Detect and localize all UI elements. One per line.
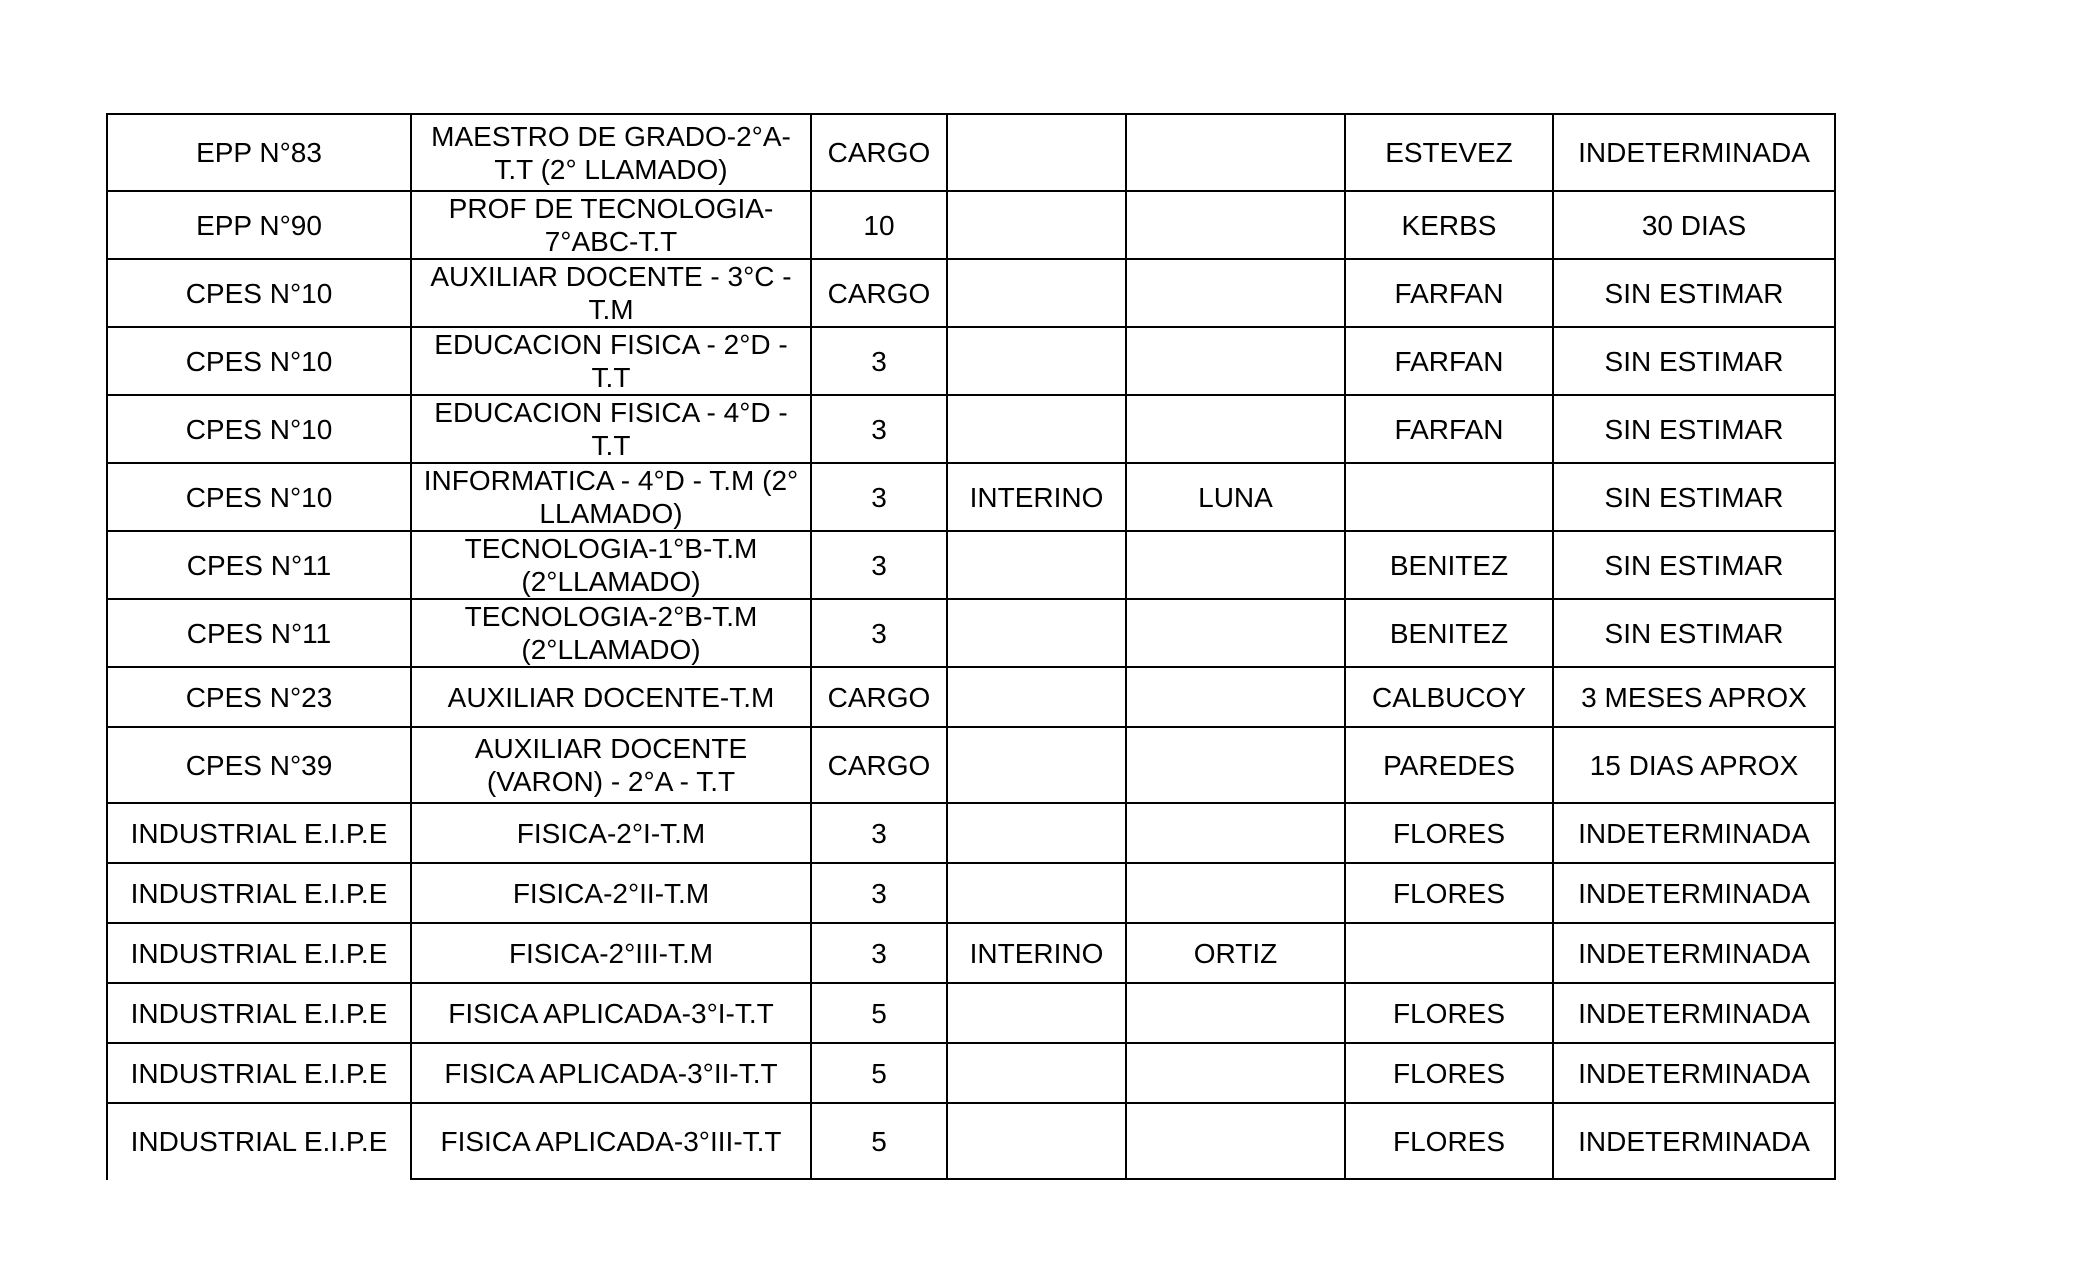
cell-position: AUXILIAR DOCENTE (VARON) - 2°A - T.T	[411, 727, 811, 803]
cell-substitute	[1126, 1103, 1345, 1179]
cell-school: INDUSTRIAL E.I.P.E	[107, 863, 411, 923]
cell-school: CPES N°11	[107, 531, 411, 599]
cell-position: FISICA-2°II-T.M	[411, 863, 811, 923]
cell-substitute	[1126, 983, 1345, 1043]
cell-duration: 3 MESES APROX	[1553, 667, 1835, 727]
cell-hours: 3	[811, 327, 947, 395]
cell-position: FISICA APLICADA-3°III-T.T	[411, 1103, 811, 1179]
cell-position: FISICA-2°III-T.M	[411, 923, 811, 983]
cell-duration: SIN ESTIMAR	[1553, 395, 1835, 463]
cell-substitute	[1126, 191, 1345, 259]
cell-status: INTERINO	[947, 463, 1126, 531]
cell-holder: BENITEZ	[1345, 531, 1553, 599]
cell-school: CPES N°10	[107, 395, 411, 463]
cell-school: CPES N°11	[107, 599, 411, 667]
cell-hours: CARGO	[811, 727, 947, 803]
cell-hours: CARGO	[811, 259, 947, 327]
cell-duration: SIN ESTIMAR	[1553, 531, 1835, 599]
cell-holder	[1345, 923, 1553, 983]
table-row	[107, 463, 1835, 531]
cell-hours: 3	[811, 863, 947, 923]
cell-hours: 3	[811, 395, 947, 463]
cell-status	[947, 983, 1126, 1043]
cell-duration: SIN ESTIMAR	[1553, 599, 1835, 667]
table-row	[107, 114, 1835, 191]
table-row	[107, 531, 1835, 599]
cell-school: CPES N°10	[107, 259, 411, 327]
cell-holder: FARFAN	[1345, 327, 1553, 395]
cell-school: CPES N°10	[107, 463, 411, 531]
cell-substitute	[1126, 599, 1345, 667]
cell-position: TECNOLOGIA-1°B-T.M (2°LLAMADO)	[411, 531, 811, 599]
cell-position: AUXILIAR DOCENTE-T.M	[411, 667, 811, 727]
table-row	[107, 923, 1835, 983]
cell-school: CPES N°39	[107, 727, 411, 803]
cell-holder: KERBS	[1345, 191, 1553, 259]
table-row	[107, 191, 1835, 259]
table-row	[107, 1043, 1835, 1103]
cell-hours: CARGO	[811, 114, 947, 191]
cell-status	[947, 114, 1126, 191]
cell-holder: ESTEVEZ	[1345, 114, 1553, 191]
cell-status	[947, 599, 1126, 667]
table-row	[107, 863, 1835, 923]
vacancy-table	[106, 113, 1836, 1180]
cell-position: INFORMATICA - 4°D - T.M (2° LLAMADO)	[411, 463, 811, 531]
cell-hours: 3	[811, 599, 947, 667]
table-row	[107, 983, 1835, 1043]
cell-position: EDUCACION FISICA - 2°D - T.T	[411, 327, 811, 395]
cell-status: INTERINO	[947, 923, 1126, 983]
cell-school: INDUSTRIAL E.I.P.E	[107, 983, 411, 1043]
cell-duration: INDETERMINADA	[1553, 1043, 1835, 1103]
cell-hours: 5	[811, 1103, 947, 1179]
cell-duration: SIN ESTIMAR	[1553, 327, 1835, 395]
cell-substitute	[1126, 667, 1345, 727]
cell-school: INDUSTRIAL E.I.P.E	[107, 1043, 411, 1103]
cell-school: INDUSTRIAL E.I.P.E	[107, 923, 411, 983]
cell-position: EDUCACION FISICA - 4°D - T.T	[411, 395, 811, 463]
cell-hours: 3	[811, 463, 947, 531]
cell-holder: PAREDES	[1345, 727, 1553, 803]
cell-duration: INDETERMINADA	[1553, 923, 1835, 983]
cell-position: AUXILIAR DOCENTE - 3°C - T.M	[411, 259, 811, 327]
table-row	[107, 803, 1835, 863]
cell-substitute: ORTIZ	[1126, 923, 1345, 983]
cell-holder: FLORES	[1345, 1043, 1553, 1103]
cell-holder: CALBUCOY	[1345, 667, 1553, 727]
cell-hours: 3	[811, 531, 947, 599]
cell-status	[947, 863, 1126, 923]
table-row	[107, 259, 1835, 327]
cell-status	[947, 531, 1126, 599]
cell-school: EPP N°83	[107, 114, 411, 191]
cell-status	[947, 259, 1126, 327]
cell-position: PROF DE TECNOLOGIA-7°ABC-T.T	[411, 191, 811, 259]
cell-duration: INDETERMINADA	[1553, 803, 1835, 863]
cell-hours: 3	[811, 923, 947, 983]
cell-substitute	[1126, 395, 1345, 463]
cell-status	[947, 191, 1126, 259]
cell-status	[947, 395, 1126, 463]
cell-duration: 15 DIAS APROX	[1553, 727, 1835, 803]
cell-school: CPES N°10	[107, 327, 411, 395]
cell-school: EPP N°90	[107, 191, 411, 259]
table-row	[107, 395, 1835, 463]
cell-duration: INDETERMINADA	[1553, 983, 1835, 1043]
cell-substitute	[1126, 114, 1345, 191]
cell-hours: 10	[811, 191, 947, 259]
cell-holder	[1345, 463, 1553, 531]
cell-duration: INDETERMINADA	[1553, 863, 1835, 923]
cell-position: FISICA APLICADA-3°I-T.T	[411, 983, 811, 1043]
cell-substitute	[1126, 727, 1345, 803]
cell-holder: FLORES	[1345, 803, 1553, 863]
cell-duration: INDETERMINADA	[1553, 1103, 1835, 1179]
cell-status	[947, 667, 1126, 727]
table-row	[107, 599, 1835, 667]
cell-hours: CARGO	[811, 667, 947, 727]
cell-substitute	[1126, 1043, 1345, 1103]
cell-hours: 3	[811, 803, 947, 863]
cell-holder: FARFAN	[1345, 259, 1553, 327]
cell-substitute	[1126, 863, 1345, 923]
cell-duration: SIN ESTIMAR	[1553, 259, 1835, 327]
table-row	[107, 727, 1835, 803]
cell-holder: BENITEZ	[1345, 599, 1553, 667]
cell-school: INDUSTRIAL E.I.P.E	[107, 803, 411, 863]
cell-school: INDUSTRIAL E.I.P.E	[107, 1103, 411, 1179]
cell-hours: 5	[811, 1043, 947, 1103]
cell-position: FISICA APLICADA-3°II-T.T	[411, 1043, 811, 1103]
cell-holder: FLORES	[1345, 1103, 1553, 1179]
cell-substitute	[1126, 531, 1345, 599]
cell-substitute: LUNA	[1126, 463, 1345, 531]
table-row	[107, 667, 1835, 727]
cell-holder: FLORES	[1345, 863, 1553, 923]
cell-position: MAESTRO DE GRADO-2°A-T.T (2° LLAMADO)	[411, 114, 811, 191]
table-row	[107, 1103, 1835, 1179]
cell-substitute	[1126, 327, 1345, 395]
cell-status	[947, 1103, 1126, 1179]
cell-duration: SIN ESTIMAR	[1553, 463, 1835, 531]
cell-substitute	[1126, 259, 1345, 327]
cell-status	[947, 327, 1126, 395]
cell-status	[947, 803, 1126, 863]
cell-hours: 5	[811, 983, 947, 1043]
cell-status	[947, 727, 1126, 803]
cell-position: TECNOLOGIA-2°B-T.M (2°LLAMADO)	[411, 599, 811, 667]
cell-substitute	[1126, 803, 1345, 863]
cell-holder: FLORES	[1345, 983, 1553, 1043]
cell-duration: 30 DIAS	[1553, 191, 1835, 259]
cell-duration: INDETERMINADA	[1553, 114, 1835, 191]
table-row	[107, 327, 1835, 395]
cell-position: FISICA-2°I-T.M	[411, 803, 811, 863]
cell-school: CPES N°23	[107, 667, 411, 727]
cell-holder: FARFAN	[1345, 395, 1553, 463]
cell-status	[947, 1043, 1126, 1103]
